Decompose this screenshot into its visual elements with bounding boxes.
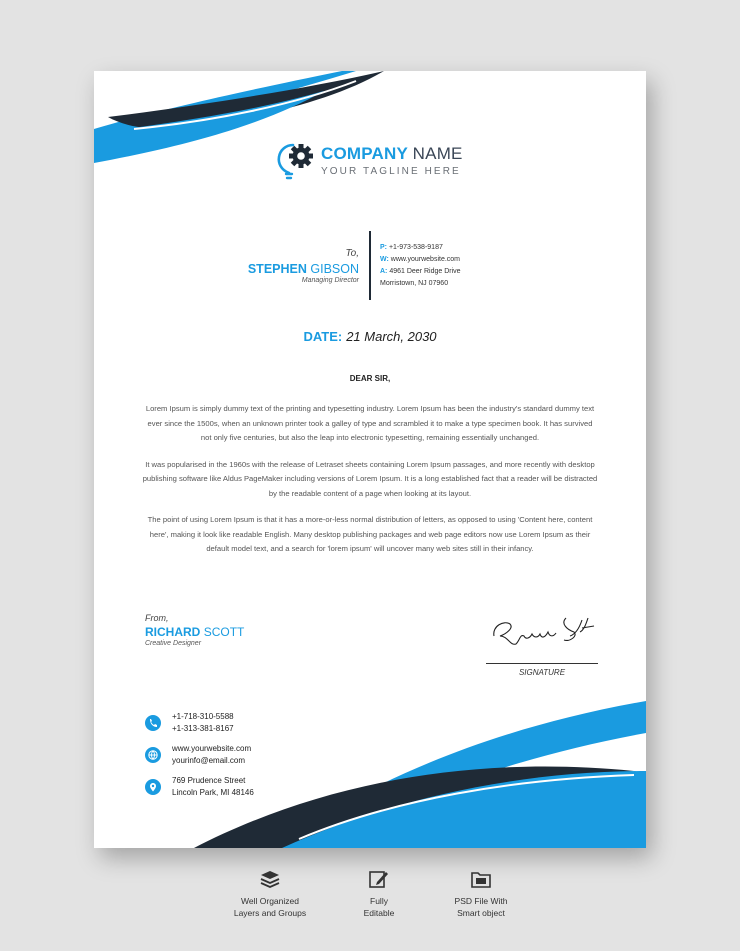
phone-icon [145,715,161,731]
location-pin-icon [145,779,161,795]
signature-scribble [486,606,598,656]
layers-icon [259,869,281,889]
feature-editable: Fully Editable [344,869,414,919]
paragraph: Lorem Ipsum is simply dummy text of the printing and typesetting industry. Lorem Ipsum has been the industry's standard dummy text ever since the 1500s, when an unknown printer took a galley of type and scrambled it to make a type specimen book. It has survived not only five centuries, but also the leap into electronic typesetting, remaining essentially unchanged. [145,404,595,442]
recipient-name: STEPHEN GIBSON [247,262,359,276]
globe-icon [145,747,161,763]
sender-block [145,613,244,647]
footer-email: yourinfo@email.com [172,756,246,765]
company-name: COMPANY NAME [321,144,463,163]
paragraph: The point of using Lorem Ipsum is that it has a more-or-less normal distribution of letters, as opposed to using 'Content here, content here', making it look like readable English. Many desktop publishing packages and web page editors now use Lorem Ipsum as their default model text, and a search for 'lorem ipsum' will uncover many web sites still in their infancy. [147,515,593,553]
recipient-contact [380,242,461,290]
footer-website: www.yourwebsite.com [172,744,252,753]
footer-phone1: +1-718-310-5588 [172,712,234,721]
signature-block [486,606,598,677]
feature-layers: Well Organized Layers and Groups [222,869,318,919]
edit-icon [368,869,390,889]
recipient-block [248,248,359,284]
salutation: DEAR SIR, [349,374,391,383]
to-label: To, [345,248,359,259]
letterhead-page [94,71,646,848]
company-tagline: YOUR TAGLINE HERE [321,166,461,177]
from-label: From, [145,613,169,623]
footer-city: Lincoln Park, MI 48146 [172,788,254,797]
signature-line [486,663,598,664]
paragraph: It was popularised in the 1960s with the release of Letraset sheets containing Lorem Ipsum passages, and more recently with desktop publishing software like Aldus PageMaker including versions of Lorem Ipsum. It is a long established fact that a reader will be distracted by the readable content of a page when looking at its layout. [142,459,598,498]
recipient-address-line2: Morristown, NJ 07960 [380,280,449,287]
footer-phone2: +1-313-381-8167 [172,724,234,733]
sender-name: RICHARD SCOTT [145,625,245,639]
lightbulb-gear-icon [275,143,319,183]
divider-line [369,231,371,300]
feature-list [0,869,740,939]
feature-psd: PSD File With Smart object [436,869,526,919]
letter-date: DATE: 21 March, 2030 [303,329,437,344]
recipient-phone: P: +1-973-538-9187 [380,244,443,251]
folder-icon [470,869,492,889]
footer-street: 769 Prudence Street [172,776,246,785]
recipient-address: A: 4961 Deer Ridge Drive [380,268,461,275]
letter-body [142,402,598,569]
sender-role: Creative Designer [145,640,202,647]
recipient-website: W: www.yourwebsite.com [380,256,461,263]
signature-label: SIGNATURE [518,668,566,677]
recipient-role: Managing Director [301,277,359,284]
